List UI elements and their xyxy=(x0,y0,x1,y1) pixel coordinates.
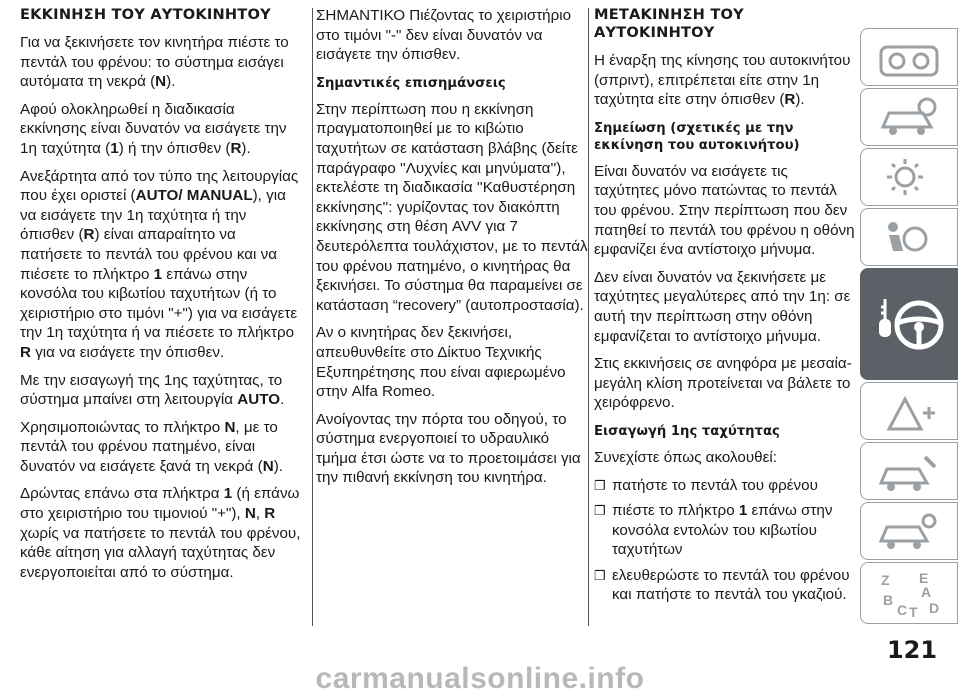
tab-safety[interactable] xyxy=(860,208,958,266)
paragraph: Για να ξεκινήσετε τον κινητήρα πιέστε το πεντάλ του φρένου: το σύστημα εισάγει αυτόματα τη νεκρά (N). xyxy=(20,34,289,91)
svg-text:T: T xyxy=(909,604,918,620)
watermark: carmanualsonline.info xyxy=(315,662,645,695)
checkbox-bullet-icon: ❒ xyxy=(594,503,606,519)
heading-note: Σημείωση (σχετικές με την εκκίνηση του αυτοκινήτου) xyxy=(594,120,800,153)
paragraph: Στην περίπτωση που η εκκίνηση πραγματοποιηθεί με το κιβώτιο ταχυτήτων σε κατάσταση βλάβης (δείτε παράγραφο ''Λυχνίες και μηνύματα''), εκτελέστε τη διαδικασία ''Καθυστέρηση εκκίνησης'': γυρίζοντας τον διακόπτη εκκίνησης στη θέση AVV για 7 δευτερόλεπτα τουλάχιστον, με το πεντάλ του φρένου πατημένο, ο κινητήρας θα ξεκινήσει. Το σύστημα θα παραμείνει σε κατάσταση “recovery” (αυτοπροστασία). xyxy=(316,100,588,314)
svg-text:Z: Z xyxy=(881,572,890,588)
paragraph: Ανοίγοντας την πόρτα του οδηγού, το σύστημα ενεργοποιεί το υδραυλικό τμήμα έτσι ώστε να το προετοιμάσει για την πιθανή εκκίνηση του κινητήρα. xyxy=(316,410,581,487)
paragraph: Με την εισαγωγή της 1ης ταχύτητας, το σύστημα μπαίνει στη λειτουργία AUTO. xyxy=(20,371,285,409)
svg-text:C: C xyxy=(897,602,908,618)
page-number: 121 xyxy=(886,636,938,664)
paragraph: Η έναρξη της κίνησης του αυτοκινήτου (σπριντ), επιτρέπεται είτε στην 1η ταχύτητα είτε στην όπισθεν (R). xyxy=(594,52,851,109)
paragraph: Συνεχίστε όπως ακολουθεί: xyxy=(594,448,777,466)
svg-text:D: D xyxy=(929,600,940,616)
tab-technical-data[interactable] xyxy=(860,502,958,560)
list-item: ❒ πατήστε το πεντάλ του φρένου xyxy=(594,476,818,494)
checkbox-bullet-icon: ❒ xyxy=(594,477,606,493)
column-left xyxy=(20,6,302,590)
column-divider xyxy=(312,8,313,626)
tab-starting-driving[interactable] xyxy=(860,268,958,380)
tab-maintenance[interactable] xyxy=(860,442,958,500)
paragraph: Χρησιμοποιώντας το πλήκτρο N, με το πεντάλ του φρένου πατημένο, είναι δυνατόν να εισάγετε ξανά τη νεκρά (N). xyxy=(20,418,283,475)
paragraph: Ανεξάρτητα από τον τύπο της λειτουργίας που έχει οριστεί (AUTO/ MANUAL), για να εισάγετε την 1η ταχύτητα ή την όπισθεν (R) είναι απαραίτητο να πατήσετε το πεντάλ του φρένου και να πιέσετε το πλήκτρο 1 επάνω στην κονσόλα του κιβωτίου ταχυτήτων (ή το χειριστήριο στο τιμόνι "+") για να εισάγετε την 1η ταχύτητα ή να πιέσετε το πλήκτρο R για να εισάγετε την όπισθεν. xyxy=(20,167,299,361)
heading-first-gear: Εισαγωγή 1ης ταχύτητας xyxy=(594,423,780,439)
tab-dashboard[interactable] xyxy=(860,28,958,86)
warning-triangle-icon xyxy=(875,389,945,435)
paragraph: Αν ο κινητήρας δεν ξεκινήσει, απευθυνθείτε στο Δίκτυο Τεχνικής Εξυπηρέτησης που είναι αφιερωμένο στην Alfa Romeo. xyxy=(316,324,566,401)
checkbox-bullet-icon: ❒ xyxy=(594,567,606,583)
section-title-starting: ΕΚΚΙΝΗΣΗ ΤΟΥ ΑΥΤΟΚΙΝΗΤΟΥ xyxy=(20,6,271,23)
car-specs-icon xyxy=(875,509,945,555)
list-item: ❒ πιέστε το πλήκτρο 1 επάνω στην κονσόλα εντολών του κιβωτίου ταχυτήτων xyxy=(594,502,833,559)
list-item: ❒ ελευθερώστε το πεντάλ του φρένου και πατήστε το πεντάλ του γκαζιού. xyxy=(594,566,850,604)
key-steering-wheel-icon xyxy=(875,279,947,369)
column-middle xyxy=(316,6,588,496)
paragraph: Δεν είναι δυνατόν να ξεκινήσετε με ταχύτητες μεγαλύτερες από την 1η: σε αυτή την περίπτωση στην οθόνη εμφανίζεται το αντίστοιχο μήνυμα. xyxy=(594,268,851,345)
tab-emergency[interactable] xyxy=(860,382,958,440)
svg-text:B: B xyxy=(883,592,894,608)
index-letters-icon xyxy=(875,567,947,621)
airbag-safety-icon xyxy=(875,215,945,261)
car-dashboard-icon xyxy=(875,35,945,81)
svg-text:A: A xyxy=(921,584,932,600)
paragraph: Αφού ολοκληρωθεί η διαδικασία εκκίνησης είναι δυνατόν να εισάγετε την 1η ταχύτητα (1) ή την όπισθεν (R). xyxy=(20,100,287,157)
tab-lights[interactable] xyxy=(860,148,958,206)
tab-car-info[interactable] xyxy=(860,88,958,146)
heading-important-notes: Σημαντικές επισημάνσεις xyxy=(316,75,506,91)
paragraph: Είναι δυνατόν να εισάγετε τις ταχύτητες μόνο πατώντας το πεντάλ του φρένου. Στην περίπτωση που δεν πατηθεί το πεντάλ του φρένου η οθόνη εμφανίζει ένα αντίστοιχο μήνυμα. xyxy=(594,162,855,259)
paragraph: Δρώντας επάνω στα πλήκτρα 1 (ή επάνω στο χειριστήριο του τιμονιού "+"), N, R χωρίς να πατήσετε το πεντάλ του φρένου, κάθε αίτηση για αλλαγή ταχύτητας δεν ενεργοποιείται από το σύστημα. xyxy=(20,485,301,581)
paragraph: Στις εκκινήσεις σε ανηφόρα με μεσαία-μεγάλη κλίση προτείνεται να βάλετε το χειρόφρενο. xyxy=(594,355,852,412)
column-right xyxy=(594,6,856,611)
paragraph-important: ΣΗΜΑΝΤΙΚΟ Πιέζοντας το χειριστήριο στο τιμόνι "-" δεν είναι δυνατόν να εισάγετε την όπισθεν. xyxy=(316,7,572,64)
sun-lights-icon xyxy=(875,155,945,201)
car-service-icon xyxy=(875,449,945,495)
column-divider xyxy=(588,8,589,626)
section-title-moving: ΜΕΤΑΚΙΝΗΣΗ ΤΟΥ ΑΥΤΟΚΙΝΗΤΟΥ xyxy=(594,6,744,41)
car-info-icon xyxy=(875,95,945,141)
tab-index[interactable] xyxy=(860,562,958,624)
svg-text:E: E xyxy=(919,570,929,586)
